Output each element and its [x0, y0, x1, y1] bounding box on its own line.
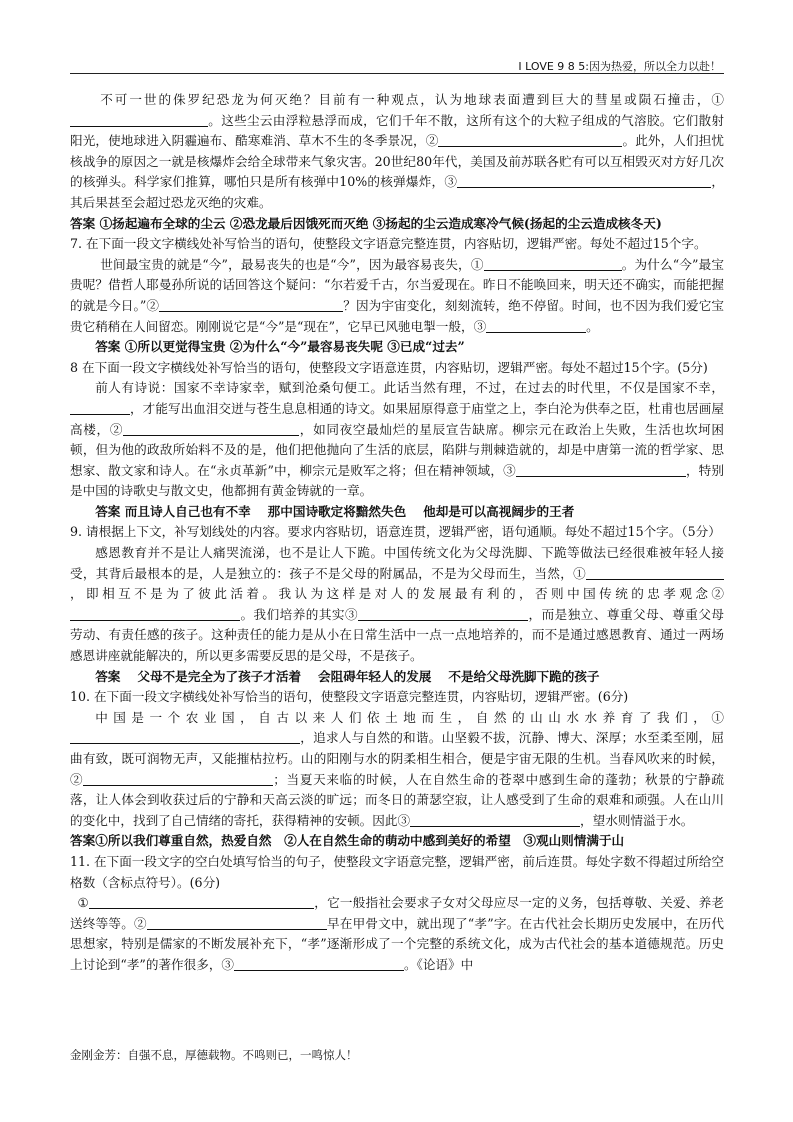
q10-blank-2[interactable] — [83, 771, 273, 786]
q11-text-b: 早在甲骨文中，就出现了“孝”字。在古代社会长期历史发展中，在历代思想家，特别是儒家的不断发展补充下，“孝”逐渐形成了一个完整的系统文化，成为古代社会的基本道德规范。历史上讨论到“孝”的著作很多， — [70, 915, 725, 972]
q11-blank-3-marker: ③ — [221, 956, 235, 972]
q6-blank-2[interactable] — [438, 132, 622, 147]
q8-blank-3-marker: ③ — [503, 462, 516, 478]
q8-stem: 8 在下面一段文字横线处补写恰当的语句，使整段文字语意连贯，内容贴切，逻辑严密。每处不超过15个字。(5分) — [70, 359, 708, 375]
q11-blank-3[interactable] — [234, 956, 404, 971]
q6-text-b: 。这些尘云由浮粒悬浮而成，它们千年不散，这所有这个的大粒子组成的气溶胶。它们散射阳光，使地球进入阴霾遍布、酷寒难消、草木不生的冬季景况， — [70, 112, 724, 149]
q10-text-d: ，望水则情溢于水。 — [580, 812, 694, 828]
q6-blank-3-marker: ③ — [444, 174, 458, 190]
q10-text-a: 中国是一个农业国，自古以来人们依土地而生，自然的山山水水养育了我们， — [95, 709, 712, 725]
page-footer: 金刚金芳：自强不息，厚德载物。不鸣则已，一鸣惊人！ — [70, 1048, 358, 1062]
q10-blank-1[interactable] — [70, 729, 300, 744]
q9-blank-3-marker: ③ — [344, 606, 359, 622]
q7-stem: 7. 在下面一段文字横线处补写恰当的语句，使整段文字语意完整连贯，内容贴切，逻辑严密。每处不超过15个字。 — [70, 236, 707, 252]
q6-passage — [70, 90, 724, 214]
q10-blank-3[interactable] — [410, 812, 580, 827]
q7-blank-1[interactable] — [484, 256, 622, 271]
q11-blank-1-marker: ① — [77, 895, 90, 911]
q6-blank-1[interactable] — [70, 112, 208, 127]
q7-blank-2-marker: ② — [146, 297, 160, 313]
q11-passage — [70, 893, 724, 975]
q11-blank-2[interactable] — [147, 915, 327, 930]
q7-text-d: 。 — [586, 318, 599, 334]
q8-text-b: ，才能写出血泪交迸与苍生息息相通的诗文。如果屈原得意于庙堂之上，李白沦为供奉之臣，杜甫也居画屋高楼， — [70, 400, 724, 437]
q9-blank-2[interactable] — [70, 606, 240, 621]
q7-blank-2[interactable] — [159, 297, 343, 312]
q9-blank-1[interactable] — [586, 565, 724, 580]
q6-blank-2-marker: ② — [425, 133, 439, 149]
q10-blank-3-marker: ③ — [397, 812, 411, 828]
q8-text-d: ，特别是中国的诗歌史与散文史，他都拥有黄金铸就的一章。 — [70, 462, 725, 499]
q7-blank-3[interactable] — [486, 318, 586, 333]
q6-answer: 答案 ①扬起遍布全球的尘云 ②恐龙最后因饿死而灭绝 ③扬起的尘云造成寒冷气候(扬起的尘云造成核冬天) — [70, 215, 662, 231]
q9-text-c: 。我们培养的其实 — [240, 606, 345, 622]
q11-text-c: 。《论语》中 — [404, 956, 474, 972]
q10-text-c: ；当夏天来临的时候，人在自然生命的苍翠中感到生命的蓬勃；秋景的宁静疏落，让人体会到收获过后的宁静和天高云淡的旷远；而冬日的萧瑟空寂，让人感受到了生命的艰难和顽强。人在山川的变化中，找到了自己情绪的寄托，获得精神的安顿。因此 — [70, 771, 725, 828]
q8-blank-1[interactable] — [70, 400, 130, 415]
q8-text-c: ，如同夜空最灿烂的星辰宣告缺席。柳宗元在政治上失败，生活也坎坷困顿，但为他的政敌所始料不及的是，他们把他抛向了生活的底层，陷阱与荆棘造就的，却是中唐第一流的哲学家、思想家、散文家和诗人。在“永贞革新”中，柳宗元是败军之将；但在精神领域， — [70, 421, 725, 478]
q11-blank-1[interactable] — [89, 894, 314, 909]
q6-text-c: 。此外，人们担忧核战争的原因之一就是核爆炸会给全球带来气象灾害。20世纪80年代，美国及前苏联各贮有可以互相毁灭对方好几次的核弹头。科学家们推算，哪怕只是所有核弹中10%的核弹爆炸， — [70, 133, 725, 190]
q7-text-c: ？因为宇宙变化，刻刻流转，绝不停留。时间，也不因为我们爱它宝贵它稍稍在人间留恋。刚刚说它是“今”是“现在”，它早已风驰电掣一般， — [70, 297, 725, 334]
q9-blank-1-marker: ① — [573, 565, 587, 581]
q8-blank-3[interactable] — [516, 462, 686, 477]
q7-passage — [70, 255, 724, 337]
q8-passage — [70, 378, 724, 502]
header-divider — [70, 73, 724, 74]
q7-text-a: 世间最宝贵的就是“今”，最易丧失的也是“今”，因为最容易丧失， — [100, 256, 471, 272]
q10-blank-1-marker: ① — [711, 709, 724, 725]
q7-answer: 答案 ①所以更觉得宝贵 ②为什么“今”最容易丧失呢 ③已成“过去” — [95, 339, 465, 355]
q9-text-b: ，即相互不是为了彼此活着。我认为这样是对人的发展最有利的，否则中国传统的忠孝观念 — [70, 586, 712, 602]
q10-stem: 10. 在下面一段文字横线处补写恰当的语句，使整段文字语意完整连贯，内容贴切，逻辑严密。(6分) — [70, 689, 629, 705]
q10-answer: 答案①所以我们尊重自然，热爱自然 ②人在自然生命的萌动中感到美好的希望 ③观山则情满于山 — [70, 833, 625, 849]
q9-stem: 9. 请根据上下文，补写划线处的内容。要求内容贴切，语意连贯，逻辑严密，语句通顺。每处不超过15个字。（5分） — [70, 524, 721, 540]
q11-stem: 11. 在下面一段文字的空白处填写恰当的句子，使整段文字语意完整，逻辑严密，前后连贯。每处字数不得超过所给空格数（含标点符号）。(6分) — [70, 853, 724, 890]
page-content — [70, 90, 724, 976]
q11-text-a: ，它一般指社会要求子女对父母应尽一定的义务，包括尊敬、关爱、养老送终等等。 — [70, 895, 725, 931]
q7-text-b: 。为什么“今”最宝贵呢？借哲人耶曼孙所说的话回答这个疑问：“尔若爱千古，尔当爱现在。昨日不能唤回来，明天还不确实，而能把握的就是今日。” — [70, 256, 724, 313]
q9-blank-3[interactable] — [358, 606, 528, 621]
q8-answer: 答案 而且诗人自己也有不幸 那中国诗歌定将黯然失色 他却是可以高视阔步的王者 — [95, 503, 575, 519]
q9-text-d: ，而是独立、尊重父母、尊重父母劳动、有责任感的孩子。这种责任的能力是从小在日常生活中一点一点地培养的，而不是通过感恩教育、通过一两场感恩讲座就能解决的，所以更多需要反思的是父母，不是孩子。 — [70, 606, 725, 664]
q7-blank-3-marker: ③ — [473, 318, 487, 334]
page-header: I LOVE 9 8 5:因为热爱，所以全力以赴！ — [518, 60, 721, 73]
q10-passage — [70, 708, 724, 832]
q7-blank-1-marker: ① — [470, 256, 484, 272]
q9-text-a: 感恩教育并不是让人痛哭流涕，也不是让人下跪。中国传统文化为父母洗脚、下跪等做法已经很难被年轻人接受，其背后最根本的是，人是独立的：孩子不是父母的附属品，不是为父母而生，当然， — [70, 545, 724, 581]
q6-text-a: 不可一世的侏罗纪恐龙为何灭绝？目前有一种观点，认为地球表面遭到巨大的彗星或陨石撞击， — [100, 92, 712, 107]
q10-text-b: ，追求人与自然的和谐。山坚毅不拔，沉静、博大、深厚；水至柔至刚，屈曲有致，既可润物无声，又能摧枯拉朽。山的阳刚与水的阴柔相生相合，便是宇宙无限的生机。当春风吹来的时候， — [70, 730, 724, 766]
q9-passage — [70, 543, 724, 667]
q6-blank-3[interactable] — [457, 173, 711, 188]
q6-text-d: ，其后果甚至会超过恐龙灭绝的灾难。 — [70, 174, 725, 210]
q8-blank-2-marker: ② — [109, 421, 124, 437]
q11-blank-2-marker: ② — [134, 915, 147, 931]
q6-blank-1-marker: ① — [711, 92, 724, 107]
q9-blank-2-marker: ② — [711, 586, 724, 602]
q10-blank-2-marker: ② — [70, 771, 84, 787]
q8-text-a: 前人有诗说：国家不幸诗家幸，赋到沧桑句便工。此话当然有理，不过，在过去的时代里，不仅是国家不幸， — [95, 380, 724, 396]
q9-answer: 答案 父母不是完全为了孩子才活着 会阻碍年轻人的发展 不是给父母洗脚下跪的孩子 — [95, 668, 600, 684]
q8-blank-2[interactable] — [123, 421, 299, 436]
